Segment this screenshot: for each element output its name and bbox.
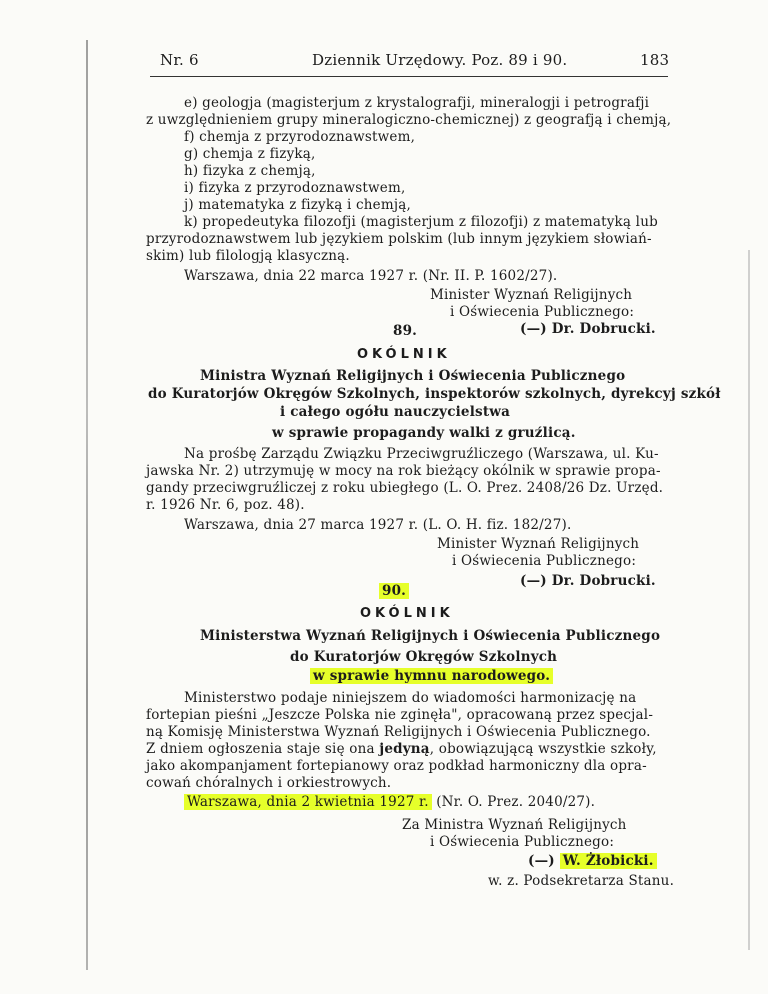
section-90-body-3: ną Komisję Ministerstwa Wyznań Religijnych i Oświecenia Publicznego. <box>146 724 651 740</box>
section-89-sign-title1: Minister Wyznań Religijnych <box>437 536 640 552</box>
section-90-heading-2: do Kuratorjów Okręgów Szkolnych <box>290 649 558 665</box>
section-89-sign-name: (—) Dr. Dobrucki. <box>520 573 656 589</box>
signature-88-name: (—) Dr. Dobrucki. <box>520 321 656 337</box>
list-item-h: h) fizyka z chemją, <box>184 163 316 179</box>
section-90-body-1: Ministerstwo podaje niniejszem do wiadomości harmonizację na <box>184 690 637 706</box>
signature-88-title1: Minister Wyznań Religijnych <box>430 287 633 303</box>
header-page-number: 183 <box>640 51 670 69</box>
section-90-sign-name <box>528 853 657 869</box>
section-89-number: 89. <box>393 323 418 339</box>
section-90-sign-name-text: W. Żłobicki. <box>560 853 657 869</box>
section-89-date: Warszawa, dnia 27 marca 1927 r. (L. O. H. fiz. 182/27). <box>184 517 572 533</box>
section-90-sign-title2: i Oświecenia Publicznego: <box>430 834 615 850</box>
list-item-e-2: z uwzględnieniem grupy mineralogiczno-chemicznej) z geografją i chemją, <box>146 112 672 128</box>
list-item-i: i) fizyka z przyrodoznawstwem, <box>184 180 406 196</box>
section-90-number <box>379 583 409 599</box>
section-89-heading-2: do Kuratorjów Okręgów Szkolnych, inspektorów szkolnych, dyrekcyj szkół <box>148 386 721 402</box>
header-issue: Nr. 6 <box>160 51 199 69</box>
list-item-k-2: przyrodoznawstwem lub językiem polskim (lub innym językiem słowiań- <box>146 231 652 247</box>
section-90-body-4-bold: jedyną <box>379 741 430 757</box>
list-item-e-1: e) geologja (magisterjum z krystalografji, mineralogji i petrografji <box>184 95 650 111</box>
list-item-k-3: skim) lub filologją klasyczną. <box>146 248 350 264</box>
section-90-date-main: Warszawa, dnia 2 kwietnia 1927 r. <box>184 794 432 810</box>
section-90-body-6: cowań chóralnych i orkiestrowych. <box>146 775 392 791</box>
section-89-body-1: Na prośbę Zarządu Związku Przeciwgruźliczego (Warszawa, ul. Ku- <box>184 446 659 462</box>
section-90-heading-3-text: w sprawie hymnu narodowego. <box>310 668 553 684</box>
section-90-body-4a: Z dniem ogłoszenia staje się ona <box>146 741 375 757</box>
section-90-sign-prefix: (—) <box>528 853 555 869</box>
section-89-heading-4: w sprawie propagandy walki z gruźlicą. <box>272 425 576 441</box>
section-89-heading-3: i całego ogółu nauczycielstwa <box>280 404 511 420</box>
section-90-body-2: fortepian pieśni „Jeszcze Polska nie zginęła", opracowaną przez specjal- <box>146 707 654 723</box>
header-rule <box>150 76 668 77</box>
scan-edge-right <box>748 250 750 950</box>
section-89-heading-1: Ministra Wyznań Religijnych i Oświecenia Publicznego <box>200 368 626 384</box>
list-item-k-1: k) propedeutyka filozofji (magisterjum z filozofji) z matematyką lub <box>184 214 658 230</box>
section-90-sign-role: w. z. Podsekretarza Stanu. <box>488 873 675 889</box>
section-90-number-text: 90. <box>379 583 409 599</box>
list-item-j: j) matematyka z fizyką i chemją, <box>184 197 411 213</box>
section-90-date <box>184 794 595 810</box>
section-90-heading-3 <box>310 668 553 684</box>
section-90-body-5: jako akompanjament fortepianowy oraz podkład harmoniczny dla opra- <box>146 758 647 774</box>
section-89-body-3: gandy przeciwgruźliczej z roku ubiegłego (L. O. Prez. 2408/26 Dz. Urzęd. <box>146 480 664 496</box>
section-89-body-4: r. 1926 Nr. 6, poz. 48). <box>146 497 305 513</box>
section-90-body-4 <box>146 741 657 757</box>
section-89-sign-title2: i Oświecenia Publicznego: <box>452 553 637 569</box>
header-title: Dziennik Urzędowy. Poz. 89 i 90. <box>312 51 568 69</box>
section-90-sign-title1: Za Ministra Wyznań Religijnych <box>402 817 627 833</box>
section-89-title: OKÓLNIK <box>357 347 451 362</box>
list-item-g: g) chemja z fizyką, <box>184 146 316 162</box>
signature-88-title2: i Oświecenia Publicznego: <box>450 304 635 320</box>
section-90-title: OKÓLNIK <box>360 606 454 621</box>
section-89-body-2: jawska Nr. 2) utrzymuję w mocy na rok bieżący okólnik w sprawie propa- <box>146 463 661 479</box>
list-item-f: f) chemja z przyrodoznawstwem, <box>184 129 416 145</box>
scan-edge-left <box>86 40 88 970</box>
date-88: Warszawa, dnia 22 marca 1927 r. (Nr. II. P. 1602/27). <box>184 268 558 284</box>
section-90-body-4b: , obowiązującą wszystkie szkoły, <box>429 741 657 757</box>
section-90-heading-1: Ministerstwa Wyznań Religijnych i Oświecenia Publicznego <box>200 628 661 644</box>
section-90-date-ref: (Nr. O. Prez. 2040/27). <box>436 794 596 810</box>
